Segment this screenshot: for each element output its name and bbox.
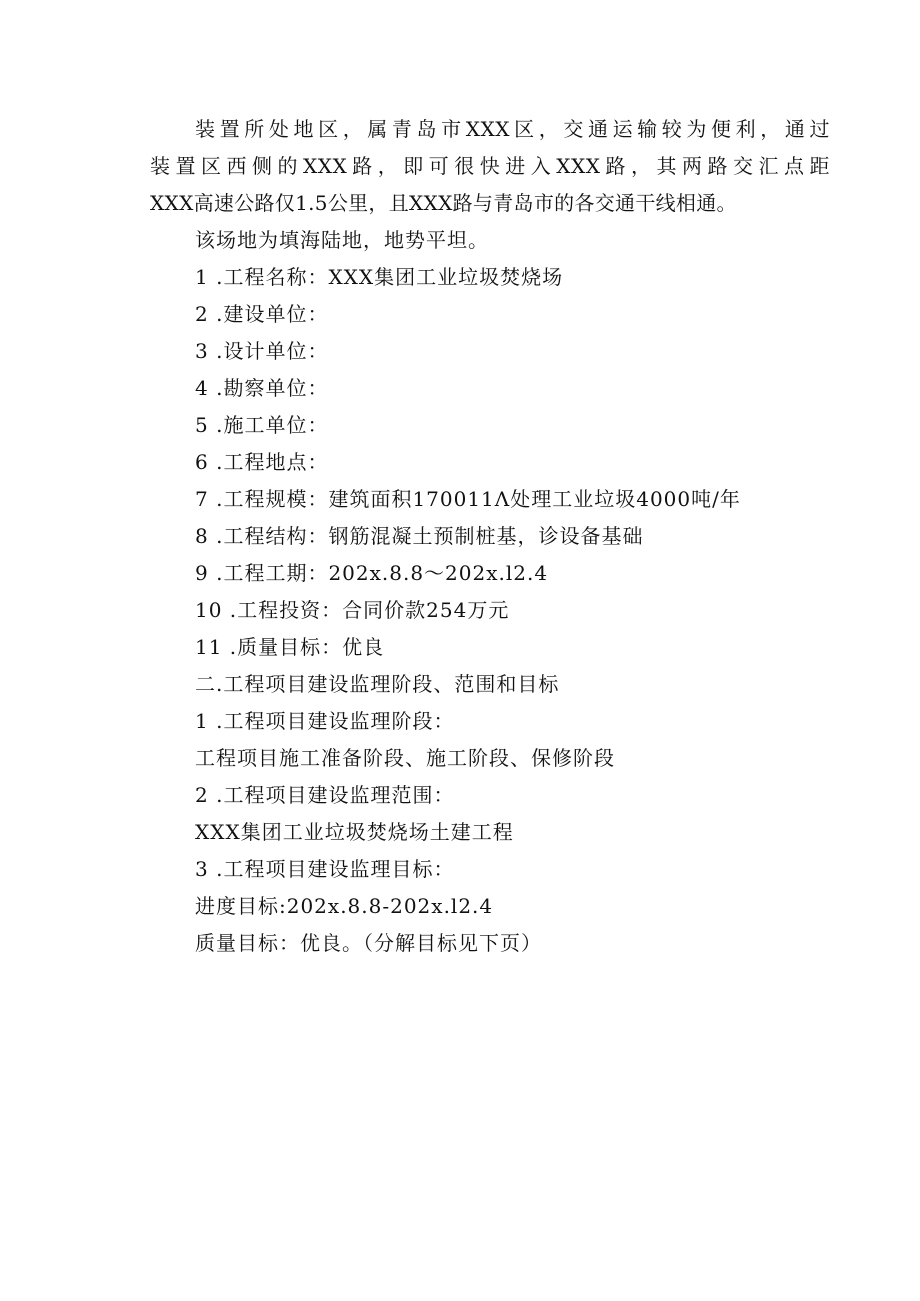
project-info-item: 1 .工程名称：XXX集团工业垃圾焚烧场 [195, 265, 564, 289]
intro-paragraph-line-3: XXX高速公路仅1.5公里，且XXX路与青岛市的各交通干线相通。 [150, 191, 737, 215]
project-info-item: 2 .建设单位： [195, 302, 329, 326]
quality-goal: 质量目标：优良。（分解目标见下页） [195, 931, 542, 955]
project-info-item: 10 .工程投资：合同价款254万元 [195, 598, 510, 622]
scope-text: XXX集团工业垃圾焚烧场土建工程 [195, 820, 514, 844]
stage-text: 工程项目施工准备阶段、施工阶段、保修阶段 [195, 746, 615, 770]
document-body [150, 111, 830, 962]
project-info-item: 4 .勘察单位： [195, 376, 329, 400]
project-info-item: 6 .工程地点： [195, 450, 329, 474]
section-heading: 二.工程项目建设监理阶段、范围和目标 [195, 672, 560, 696]
project-info-item: 7 .工程规模：建筑面积170011Λ处理工业垃圾4000吨/年 [195, 487, 741, 511]
project-info-item: 3 .设计单位： [195, 339, 329, 363]
scope-title: 2 .工程项目建设监理范围： [195, 783, 455, 807]
site-description: 该场地为填海陆地，地势平坦。 [195, 228, 489, 252]
project-info-item: 8 .工程结构：钢筋混凝土预制桩基，诊设备基础 [195, 524, 644, 548]
intro-paragraph-line-1: 装置所处地区，属青岛市XXX区，交通运输较为便利，通过 [195, 117, 830, 141]
project-info-item: 5 .施工单位： [195, 413, 329, 437]
project-info-item: 9 .工程工期：202x.8.8～202x.l2.4 [195, 561, 549, 585]
project-info-item: 11 .质量目标：优良 [195, 635, 385, 659]
intro-paragraph-line-2: 装置区西侧的XXX路，即可很快进入XXX路，其两路交汇点距 [150, 154, 830, 178]
progress-goal: 进度目标:202x.8.8-202x.l2.4 [195, 894, 494, 918]
goal-title: 3 .工程项目建设监理目标： [195, 857, 455, 881]
stage-title: 1 .工程项目建设监理阶段： [195, 709, 455, 733]
